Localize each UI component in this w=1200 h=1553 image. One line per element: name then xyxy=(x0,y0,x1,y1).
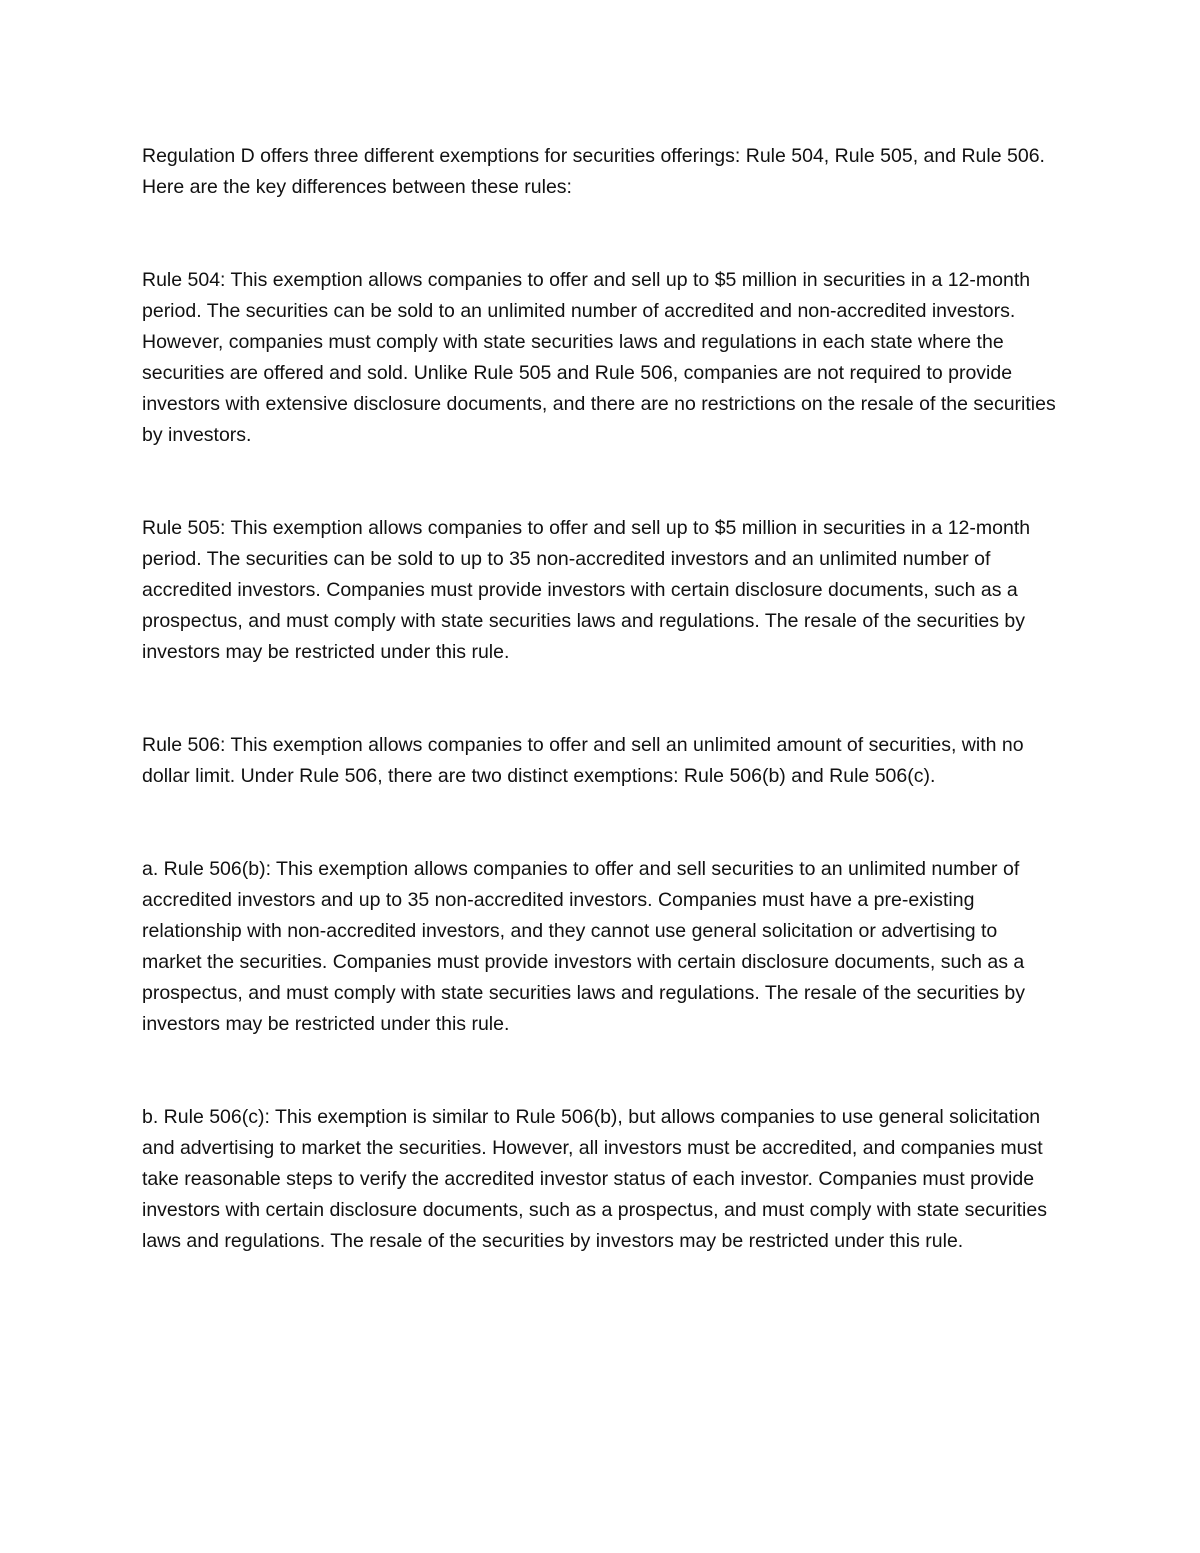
document-body xyxy=(142,141,1060,1257)
intro-paragraph: Regulation D offers three different exemptions for securities offerings: Rule 504, Rule 505, and Rule 506. Here are the key differences between these rules: xyxy=(142,145,1045,198)
paragraph-spacer xyxy=(142,203,1060,265)
rule-504-paragraph: Rule 504: This exemption allows companies to offer and sell up to $5 million in securities in a 12-month period. The securities can be sold to an unlimited number of accredited and non-accredited investors. However, companies must comply with state securities laws and regulations in each state where the securities are offered and sold. Unlike Rule 505 and Rule 506, companies are not required to provide investors with extensive disclosure documents, and there are no restrictions on the resale of the securities by investors. xyxy=(142,269,1056,446)
paragraph-spacer xyxy=(142,451,1060,513)
rule-506-paragraph: Rule 506: This exemption allows companies to offer and sell an unlimited amount of securities, with no dollar limit. Under Rule 506, there are two distinct exemptions: Rule 506(b) and Rule 506(c). xyxy=(142,734,1024,787)
paragraph-spacer xyxy=(142,792,1060,854)
paragraph-spacer xyxy=(142,668,1060,730)
rule-505-paragraph: Rule 505: This exemption allows companies to offer and sell up to $5 million in securities in a 12-month period. The securities can be sold to up to 35 non-accredited investors and an unlimited number of accredited investors. Companies must provide investors with certain disclosure documents, such as a prospectus, and must comply with state securities laws and regulations. The resale of the securities by investors may be restricted under this rule. xyxy=(142,517,1031,663)
paragraph-spacer xyxy=(142,1040,1060,1102)
rule-506c-paragraph: b. Rule 506(c): This exemption is similar to Rule 506(b), but allows companies to use general solicitation and advertising to market the securities. However, all investors must be accredited, and companies must take reasonable steps to verify the accredited investor status of each investor. Companies must provide investors with certain disclosure documents, such as a prospectus, and must comply with state securities laws and regulations. The resale of the securities by investors may be restricted under this rule. xyxy=(142,1106,1047,1252)
rule-506b-paragraph: a. Rule 506(b): This exemption allows companies to offer and sell securities to an unlimited number of accredited investors and up to 35 non-accredited investors. Companies must have a pre-existing relationship with non-accredited investors, and they cannot use general solicitation or advertising to market the securities. Companies must provide investors with certain disclosure documents, such as a prospectus, and must comply with state securities laws and regulations. The resale of the securities by investors may be restricted under this rule. xyxy=(142,858,1025,1035)
